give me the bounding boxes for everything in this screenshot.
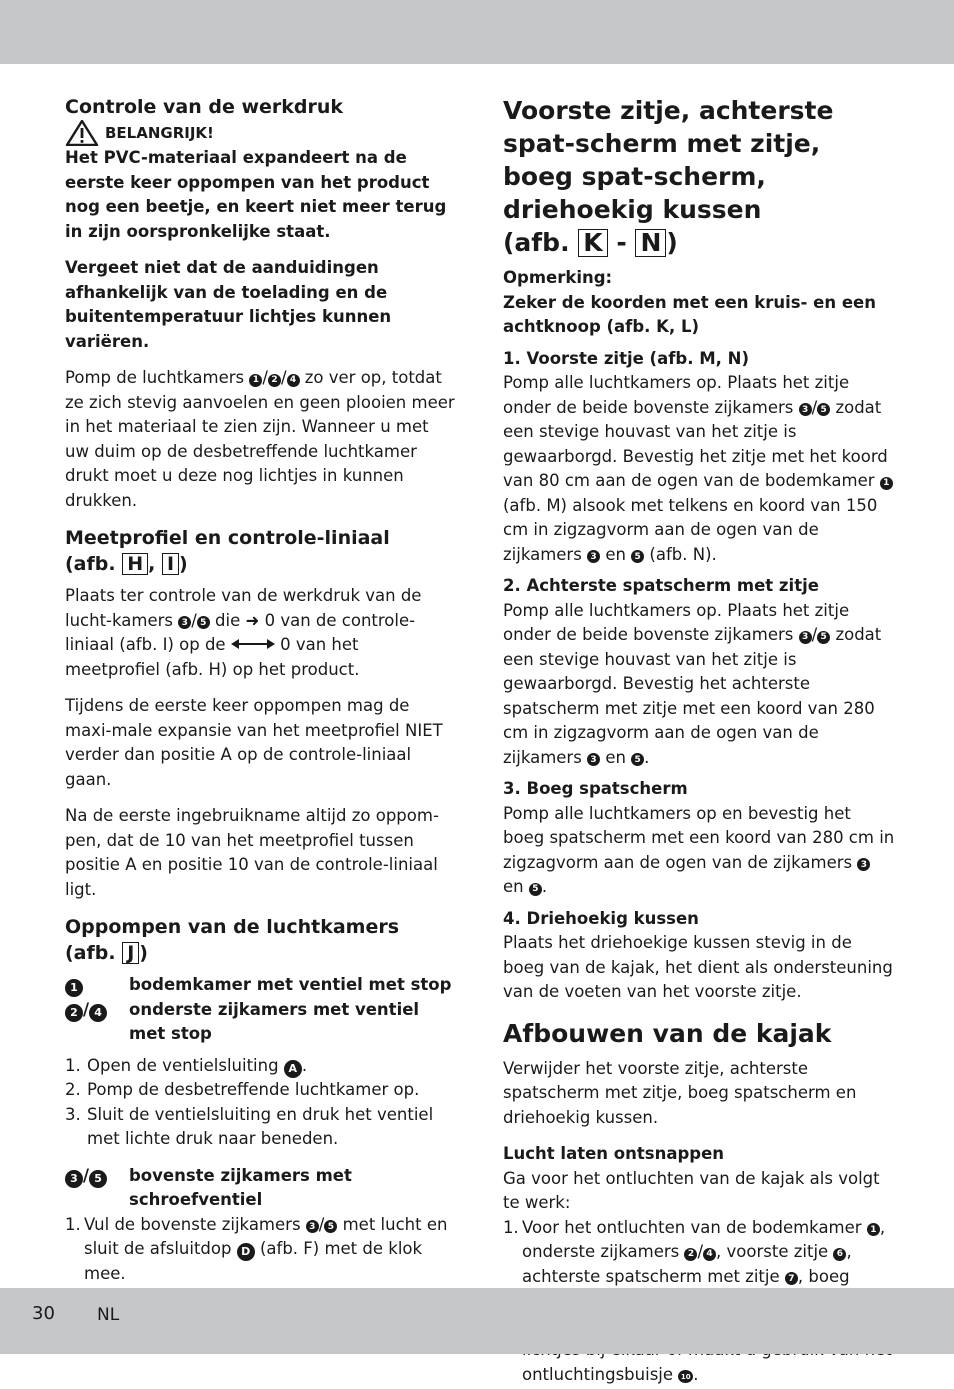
num-10-icon: 10 bbox=[678, 1370, 693, 1383]
num-3-icon: 3 bbox=[587, 753, 600, 766]
subsection-kussen: 4. Driehoekig kussen bbox=[503, 908, 699, 928]
num-2-icon: 2 bbox=[268, 374, 281, 387]
section-title-oppompen: Oppompen van de luchtkamers (afb. J ) bbox=[65, 916, 400, 964]
section-title-werkdruk: Controle van de werkdruk bbox=[65, 96, 344, 118]
num-3-icon: 3 bbox=[178, 616, 191, 629]
num-5-icon: 5 bbox=[529, 883, 542, 896]
warning-icon bbox=[65, 120, 99, 146]
num-1-icon: 1 bbox=[867, 1223, 880, 1236]
subsection-boeg: 3. Boeg spatscherm bbox=[503, 779, 688, 798]
section-title-afbouwen: Afbouwen van de kajak bbox=[503, 1018, 832, 1048]
note-text: Zeker de koorden met een kruis- en een achtknoop (afb. K, L) bbox=[503, 292, 876, 336]
figure-ref-h: H bbox=[122, 553, 148, 575]
list-item: 2. Pomp de desbetreffende luchtkamer op. bbox=[65, 1080, 420, 1099]
arrow-right-icon: ➜ bbox=[245, 610, 260, 630]
section-title-meetprofiel: Meetprofiel en controle-liniaal (afb. H , I ) bbox=[65, 527, 390, 575]
num-5-icon: 5 bbox=[631, 550, 644, 563]
num-3-icon: 3 bbox=[306, 1220, 319, 1233]
subsection-achterste: 2. Achterste spatscherm met zitje bbox=[503, 576, 819, 595]
paragraph-achterste: Pomp alle luchtkamers op. Plaats het zitje onder de beide bovenste zijkamers 3 / 5 zodat een stevige houvast van het zitje is gewaarborgd. Bevestig het achterste spatscherm met zitje met een koord van 280 cm in zigzagvorm aan de ogen van de zijkamers 3 en 5 . bbox=[503, 600, 882, 767]
list-item: 1. Open de ventielsluiting A . bbox=[65, 1054, 457, 1079]
num-3-icon: 3 bbox=[799, 631, 812, 644]
num-5-large-icon: 5 bbox=[89, 1170, 107, 1188]
left-column bbox=[65, 94, 457, 1286]
paragraph-lucht: Ga voor het ontluchten van de kajak als volgt te werk: bbox=[503, 1168, 880, 1212]
num-5-icon: 5 bbox=[197, 616, 210, 629]
steps-list-2 bbox=[65, 1213, 457, 1287]
right-column bbox=[503, 94, 895, 1387]
legend-bodemkamer: 1 bodemkamer met ventiel met stop bbox=[65, 973, 457, 998]
list-item: 3. Sluit de ventielsluiting en druk het ventiel met lichte druk naar beneden. bbox=[65, 1104, 434, 1148]
num-3-large-icon: 3 bbox=[65, 1170, 83, 1188]
subsection-lucht: Lucht laten ontsnappen bbox=[503, 1144, 725, 1163]
num-4-icon: 4 bbox=[703, 1248, 716, 1261]
letter-a-icon: A bbox=[284, 1060, 302, 1078]
subsection-voorste-zitje: 1. Voorste zitje (afb. M, N) bbox=[503, 348, 750, 368]
footer-band bbox=[0, 1288, 954, 1354]
paragraph-kussen: Plaats het driehoekige kussen stevig in de boeg van de kajak, het dient als ondersteuning van de voeten van het voorste zitje. bbox=[503, 933, 893, 1001]
num-1-icon: 1 bbox=[249, 374, 262, 387]
warning-row bbox=[65, 120, 457, 146]
figure-ref-n: N bbox=[635, 229, 666, 257]
page-number: 30 bbox=[32, 1303, 55, 1324]
list-item: 1. Vul de bovenste zijkamers 3 / 5 met lucht en sluit de afsluitdop D (afb. F) met de klok mee. bbox=[65, 1214, 448, 1283]
paragraph-pump: Pomp de luchtkamers 1 / 2 / 4 zo ver op, totdat ze zich stevig aanvoelen en geen plooien meer in het materiaal te zien zijn. Wanneer u met uw duim op de desbetreffende luchtkamer drukt moet u deze nog lichtjes in kunnen drukken. bbox=[65, 368, 455, 510]
double-arrow-icon bbox=[231, 638, 275, 650]
paragraph-afbouwen: Verwijder het voorste zitje, achterste spatscherm met zitje, boeg spatscherm en driehoekig kussen. bbox=[503, 1058, 857, 1127]
figure-ref-j: J bbox=[122, 942, 139, 964]
figure-ref-k: K bbox=[578, 229, 607, 257]
num-5-icon: 5 bbox=[631, 753, 644, 766]
num-5-icon: 5 bbox=[817, 631, 830, 644]
page-title: Voorste zitje, achterste spat-scherm met zitje, boeg spat-scherm, driehoekig kussen (afb. K - N ) bbox=[503, 96, 834, 257]
num-3-icon: 3 bbox=[587, 550, 600, 563]
num-2-icon: 2 bbox=[684, 1248, 697, 1261]
note-text: Vergeet niet dat de aanduidingen afhankelijk van de toelading en de buitentemperatuur lichtjes kunnen variëren. bbox=[65, 258, 392, 351]
num-6-icon: 6 bbox=[833, 1248, 846, 1261]
num-7-icon: 7 bbox=[785, 1272, 798, 1285]
list-item: 1. Voor het ontluchten van de bodemkamer 1 , onderste zijkamers 2 / 4 , voorste zitje 6 , achterste spatscherm met zitje 7 , boeg ontluchtingsbuisje 10 . bbox=[503, 1217, 886, 1384]
figure-ref-i: I bbox=[162, 553, 179, 575]
num-5-icon: 5 bbox=[817, 403, 830, 416]
paragraph-boeg: Pomp alle luchtkamers op en bevestig het boeg spatscherm met een koord van 280 cm in zigzagvorm aan de ogen van de zijkamers 3 en 5 . bbox=[503, 803, 895, 896]
legend-onderste: 2 / 4 onderste zijkamers met ventiel met stop bbox=[65, 998, 457, 1047]
warning-text: Het PVC-materiaal expandeert na de eerste keer oppompen van het product nog een beetje, en keert niet meer terug in zijn oorspronkelijke staat. bbox=[65, 148, 447, 241]
num-4-large-icon: 4 bbox=[89, 1004, 107, 1022]
num-3-icon: 3 bbox=[857, 858, 870, 871]
num-2-large-icon: 2 bbox=[65, 1004, 83, 1022]
paragraph-voorste-zitje: Pomp alle luchtkamers op. Plaats het zitje onder de beide bovenste zijkamers 3 / 5 zodat een stevige houvast van het zitje is gewaarborgd. Bevestig het zitje met het koord van 80 cm aan de ogen van de bodemkamer 1 (afb. M) alsook met telkens en koord van 150 cm in zigzagvorm aan de ogen van de zijkamers 3 en 5 (afb. N). bbox=[503, 371, 895, 567]
letter-d-icon: D bbox=[237, 1243, 255, 1261]
steps-list bbox=[65, 1054, 457, 1152]
num-1-large-icon: 1 bbox=[65, 979, 83, 997]
num-1-icon: 1 bbox=[880, 477, 893, 490]
header-band bbox=[0, 0, 954, 64]
paragraph-ingebruikname: Na de eerste ingebruikname altijd zo oppom-pen, dat de 10 van het meetprofiel tussen positie A en positie 10 van de controle-liniaal ligt. bbox=[65, 806, 439, 899]
paragraph-expansie: Tijdens de eerste keer oppompen mag de maxi-male expansie van het meetprofiel NIET verder dan positie A op de controle-liniaal gaan. bbox=[65, 696, 443, 789]
language-code: NL bbox=[97, 1305, 120, 1325]
num-4-icon: 4 bbox=[287, 374, 300, 387]
num-3-icon: 3 bbox=[799, 403, 812, 416]
warning-label: BELANGRIJK! bbox=[105, 124, 214, 142]
paragraph-meetprofiel: Plaats ter controle van de werkdruk van de lucht-kamers 3 / 5 die ➜ 0 van de controle-liniaal (afb. I) op de 0 van het meetprofiel (afb. H) op het product. bbox=[65, 586, 422, 679]
num-5-icon: 5 bbox=[324, 1220, 337, 1233]
legend-bovenste: 3 / 5 bovenste zijkamers met schroefventiel bbox=[65, 1164, 457, 1213]
note-label: Opmerking: bbox=[503, 268, 613, 287]
